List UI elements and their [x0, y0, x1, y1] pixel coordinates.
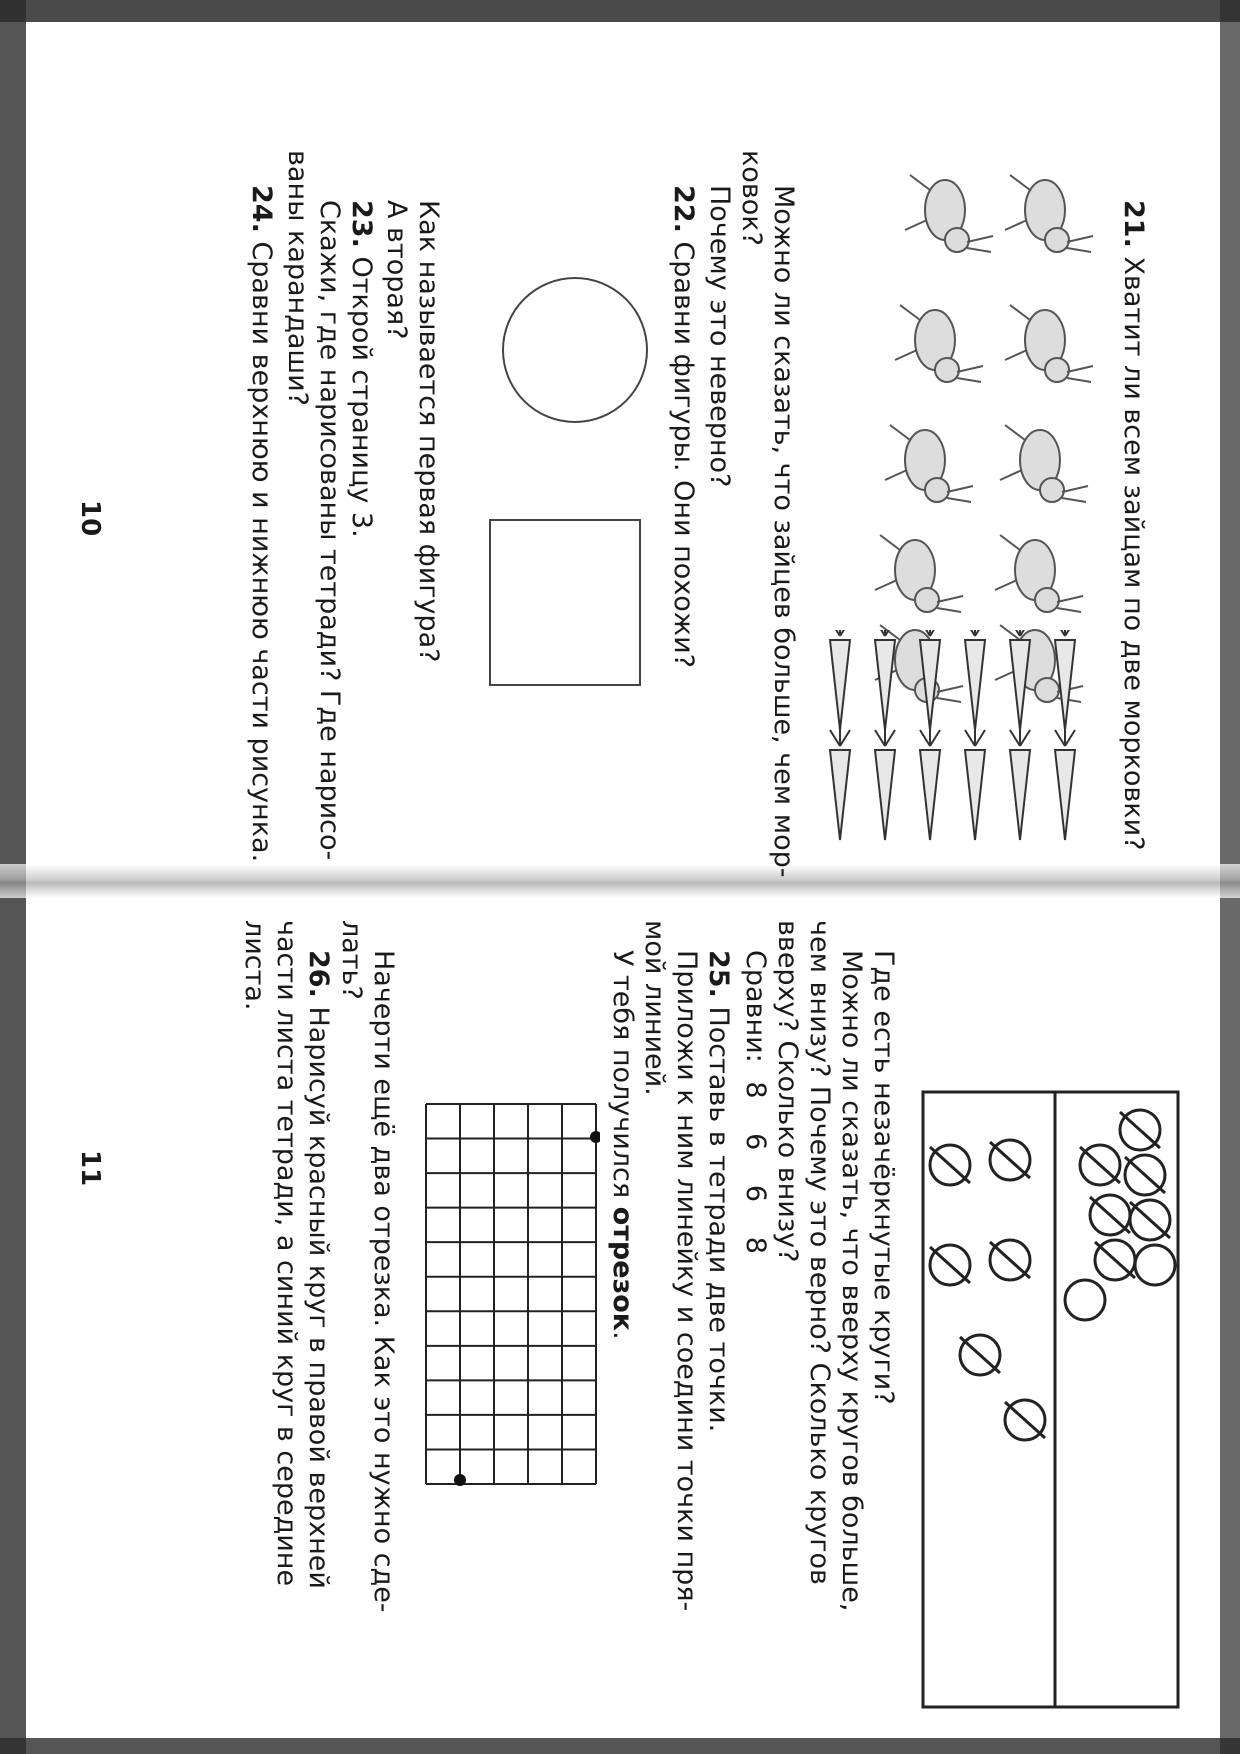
- crossed-circle-icon: [960, 1335, 1000, 1375]
- top-circles: [1065, 1110, 1175, 1320]
- task26-line: [301, 950, 335, 1589]
- circles-question-2c: вверху? Сколько внизу?: [772, 920, 803, 1263]
- crossed-circle-icon: [1090, 1195, 1130, 1235]
- carrot-icon: [875, 630, 895, 730]
- task21-text: Хватит ли всем зайцам по две морковки?: [1118, 256, 1149, 851]
- task22-line: [666, 185, 700, 668]
- carrot-icon: [965, 730, 985, 840]
- rabbits-group: [875, 175, 1093, 702]
- rabbit-icon: [1005, 175, 1093, 252]
- task21-number: 21.: [1118, 200, 1149, 248]
- task23-number: 23.: [346, 200, 377, 248]
- crossed-circle-icon: [1095, 1240, 1135, 1280]
- book-gutter: [0, 864, 1240, 898]
- compare-value: 8: [740, 1236, 771, 1254]
- rabbit-icon: [875, 535, 963, 612]
- task25-question-1a: Приложи к ним линейку и соедини точки пря-: [671, 950, 702, 1612]
- task22-figures: [480, 270, 650, 720]
- task26-text: Нарисуй красный круг в правой верхней: [303, 1006, 334, 1589]
- rabbit-icon: [885, 425, 973, 502]
- carrot-icon: [1010, 630, 1030, 730]
- carrot-icon: [1055, 630, 1075, 730]
- task21-question-1a: Можно ли сказать, что зайцев больше, чем мор-: [768, 185, 799, 878]
- grid-point: [454, 1474, 466, 1486]
- rabbit-icon: [1005, 305, 1093, 382]
- grid-point: [590, 1131, 600, 1143]
- task25-line: [701, 950, 735, 1432]
- circles-question-2b: чем внизу? Почему это верно? Сколько кругов: [804, 920, 835, 1585]
- segment-after: .: [607, 1331, 638, 1340]
- task22-number: 22.: [668, 185, 699, 233]
- crossed-circle-icon: [990, 1240, 1030, 1280]
- crossed-circle-icon: [1005, 1400, 1045, 1440]
- segment-before: У тебя получился: [607, 950, 638, 1207]
- task25-question-3a: Начерти ещё два отрезка. Как это нужно сде-: [368, 950, 399, 1613]
- task23-line: [344, 200, 378, 538]
- page-number-left: 10: [75, 500, 105, 537]
- rabbit-icon: [895, 305, 983, 382]
- crossed-circle-icon: [1080, 1145, 1120, 1185]
- task22-question-2: А вторая?: [381, 200, 412, 340]
- task25-question-2: [605, 950, 639, 1340]
- task24-number: 24.: [246, 185, 277, 233]
- task25-number: 25.: [703, 950, 734, 998]
- page-number-right: 11: [75, 1150, 105, 1187]
- crossed-circle-icon: [930, 1145, 970, 1185]
- task21-question-1b: ковок?: [736, 150, 767, 246]
- circles-question-1: Где есть незачёркнутые круги?: [868, 950, 899, 1405]
- crossed-circle-icon: [1125, 1155, 1165, 1195]
- carrot-icon: [965, 630, 985, 730]
- compare-value: 6: [740, 1184, 771, 1203]
- task25-question-1b: мой линией.: [639, 920, 670, 1096]
- task22-question-1: Как называется первая фигура?: [413, 200, 444, 663]
- task26-question-1b: листа.: [239, 920, 270, 1011]
- task25-text: Поставь в тетради две точки.: [703, 1006, 734, 1433]
- circle-figure: [503, 278, 647, 422]
- carrot-icon: [1010, 730, 1030, 840]
- crossed-circle-icon: [990, 1140, 1030, 1180]
- carrot-icon: [830, 730, 850, 840]
- carrot-icon: [920, 630, 940, 730]
- rabbit-icon: [995, 535, 1083, 612]
- task21-line: [1116, 200, 1150, 851]
- task23-question-1b: ваны карандаши?: [282, 150, 313, 406]
- circles-question-2a: Можно ли сказать, что вверху кругов больше,: [836, 950, 867, 1612]
- carrots-illustration: [810, 630, 1110, 860]
- task26-number: 26.: [303, 950, 334, 998]
- grid-lines: [426, 1104, 596, 1484]
- task24-text: Сравни верхнюю и нижнюю части рисунка.: [246, 241, 277, 863]
- task21-question-2: Почему это неверно?: [704, 185, 735, 488]
- compare-line: [738, 950, 772, 1254]
- segment-term: отрезок: [607, 1206, 638, 1332]
- task23-question-1a: Скажи, где нарисованы тетради? Где нарисо-: [314, 200, 345, 861]
- grid-with-points: [420, 1100, 600, 1520]
- crossed-circle-icon: [1130, 1200, 1170, 1240]
- bottom-circles: [930, 1140, 1045, 1440]
- circle-icon: [1065, 1280, 1105, 1320]
- circle-icon: [1135, 1245, 1175, 1285]
- compare-value: 6: [740, 1133, 771, 1151]
- task25-question-3b: лать?: [336, 920, 367, 1000]
- carrot-icon: [920, 730, 940, 840]
- compare-value: 8: [740, 1081, 771, 1099]
- task22-text: Сравни фигуры. Они похожи?: [668, 241, 699, 668]
- carrot-icon: [1055, 730, 1075, 840]
- crossed-circle-icon: [1120, 1110, 1160, 1150]
- crossed-circle-icon: [930, 1245, 970, 1285]
- rabbit-icon: [1000, 425, 1088, 502]
- task24-line: [244, 185, 278, 862]
- compare-label: Сравни:: [740, 950, 771, 1063]
- square-figure: [490, 520, 640, 685]
- carrot-icon: [875, 730, 895, 840]
- carrot-icon: [830, 630, 850, 730]
- task26-question-1a: части листа тетради, а синий круг в середине: [271, 920, 302, 1587]
- rabbit-icon: [905, 175, 993, 252]
- circles-comparison-box: [920, 1090, 1180, 1710]
- task23-text: Открой страницу 3.: [346, 256, 377, 538]
